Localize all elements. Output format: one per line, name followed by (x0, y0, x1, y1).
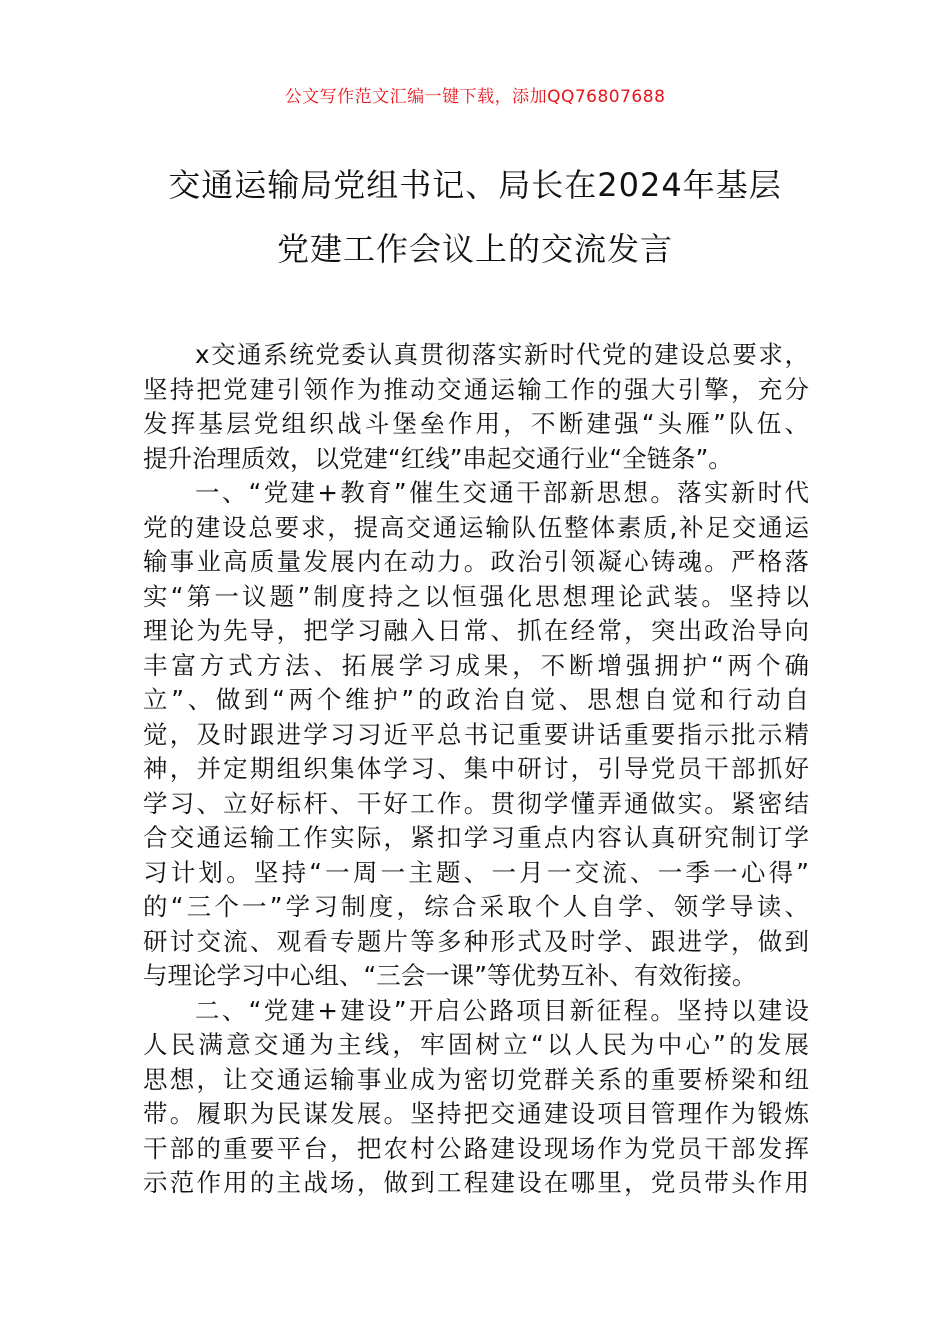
document-body (143, 338, 809, 1201)
paragraph-2-line: 立”、做到“两个维护”的政治自觉、思想自觉和行动自 (143, 685, 809, 714)
paragraph-2-line: 的“三个一”学习制度，综合采取个人自学、领学导读、 (143, 892, 809, 921)
paragraph-2-line: 合交通运输工作实际，紧扣学习重点内容认真研究制订学 (143, 823, 809, 852)
title-line-2: 党建工作会议上的交流发言 (276, 230, 673, 268)
document-title (120, 153, 830, 281)
paragraph-2-line: 学习、立好标杆、干好工作。贯彻学懂弄通做实。紧密结 (143, 788, 809, 818)
paragraph-2-line: 理论为先导，把学习融入日常、抓在经常，突出政治导向 (143, 616, 809, 645)
paragraph-1-line: 提升治理质效，以党建“红线”串起交通行业“全链条”。 (143, 443, 733, 473)
paragraph-1-line: 坚持把党建引领作为推动交通运输工作的强大引擎，充分 (143, 374, 809, 404)
paragraph-2-line: 丰富方式方法、拓展学习成果，不断增强拥护“两个确 (143, 650, 809, 680)
paragraph-3-line: 二、“党建+建设”开启公路项目新征程。坚持以建设 (195, 995, 809, 1025)
paragraph-3-line: 人民满意交通为主线，牢固树立“以人民为中心”的发展 (143, 1030, 809, 1059)
paragraph-1-line: 发挥基层党组织战斗堡垒作用，不断建强“头雁”队伍、 (143, 409, 809, 438)
paragraph-2-line: 神，并定期组织集体学习、集中研讨，引导党员干部抓好 (143, 754, 809, 783)
download-promo-note: 公文写作范文汇编一键下载，添加QQ76807688 (284, 87, 666, 107)
paragraph-2-line: 与理论学习中心组、“三会一课”等优势互补、有效衔接。 (143, 961, 757, 990)
paragraph-2-line: 实“第一议题”制度持之以恒强化思想理论武装。坚持以 (143, 581, 809, 611)
paragraph-2-line: 一、“党建+教育”催生交通干部新思想。落实新时代 (195, 478, 809, 507)
paragraph-3-line: 干部的重要平台，把农村公路建设现场作为党员干部发挥 (143, 1133, 809, 1163)
paragraph-2-line: 习计划。坚持“一周一主题、一月一交流、一季一心得” (143, 857, 809, 887)
paragraph-3-line: 示范作用的主战场，做到工程建设在哪里，党员带头作用 (143, 1168, 809, 1197)
paragraph-2-line: 觉，及时跟进学习习近平总书记重要讲话重要指示批示精 (143, 719, 809, 749)
paragraph-2-line: 党的建设总要求，提高交通运输队伍整体素质,补足交通运 (143, 512, 809, 542)
paragraph-1-line: x交通系统党委认真贯彻落实新时代党的建设总要求， (195, 340, 809, 369)
paragraph-2-line: 研讨交流、观看专题片等多种形式及时学、跟进学，做到 (143, 926, 809, 956)
paragraph-3-line: 思想，让交通运输事业成为密切党群关系的重要桥梁和纽 (143, 1064, 809, 1094)
title-line-1: 交通运输局党组书记、局长在2024年基层 (168, 166, 782, 204)
paragraph-3-line: 带。履职为民谋发展。坚持把交通建设项目管理作为锻炼 (143, 1099, 809, 1128)
paragraph-2-line: 输事业高质量发展内在动力。政治引领凝心铸魂。严格落 (143, 547, 809, 576)
